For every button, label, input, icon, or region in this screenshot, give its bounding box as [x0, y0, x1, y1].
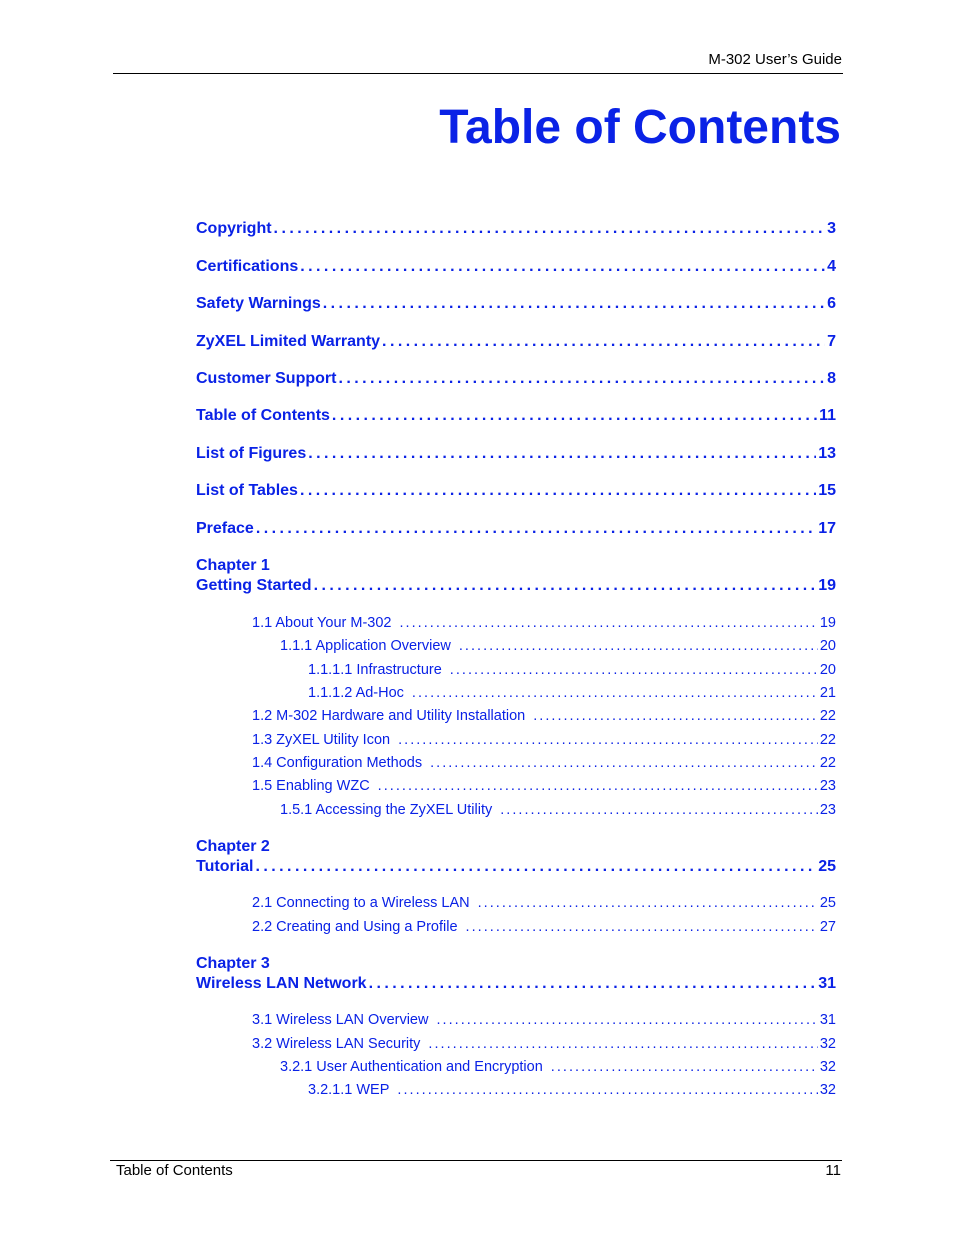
toc-entry-page: 17: [818, 520, 836, 537]
toc-entry-page: 15: [818, 482, 836, 499]
toc-section-page: 21: [819, 685, 836, 701]
toc-section-1-5[interactable]: [252, 777, 836, 795]
toc-leader-dots: [314, 576, 817, 596]
toc-section-1-4[interactable]: [252, 754, 836, 772]
toc-entry-copyright[interactable]: [196, 219, 836, 239]
toc-leader-dots: [436, 1011, 817, 1029]
toc-entry-label: ZyXEL Limited Warranty: [196, 333, 381, 350]
toc-section-label: 1.5 Enabling WZC: [252, 778, 370, 794]
toc-entry-certifications[interactable]: [196, 257, 836, 277]
footer-section-name: Table of Contents: [116, 1162, 233, 1179]
toc-leader-dots: [323, 294, 825, 314]
toc-entry-page: 6: [827, 295, 836, 312]
toc-section-1-1-1[interactable]: [280, 637, 836, 655]
page-title: Table of Contents: [439, 101, 841, 154]
toc-section-page: 23: [819, 802, 836, 818]
toc-entry-label: Customer Support: [196, 370, 337, 387]
toc-section-page: 20: [819, 638, 836, 654]
footer-rule: [110, 1160, 842, 1161]
toc-section-label: 1.1.1.1 Infrastructure: [308, 662, 442, 678]
toc-leader-dots: [533, 707, 818, 725]
chapter-2-number: Chapter 2: [196, 838, 270, 855]
toc-section-page: 22: [819, 755, 836, 771]
toc-section-label: 1.5.1 Accessing the ZyXEL Utility: [280, 802, 493, 818]
toc-chapter-page: 31: [818, 975, 836, 992]
toc-leader-dots: [398, 731, 818, 749]
toc-chapter-1[interactable]: [196, 576, 836, 596]
toc-section-page: 22: [819, 708, 836, 724]
toc-section-page: 25: [819, 895, 836, 911]
toc-entry-limited-warranty[interactable]: [196, 332, 836, 352]
toc-section-label: 1.1 About Your M-302: [252, 615, 392, 631]
toc-leader-dots: [378, 777, 818, 795]
toc-leader-dots: [551, 1058, 818, 1076]
toc-entry-label: Table of Contents: [196, 407, 330, 424]
toc-entry-customer-support[interactable]: [196, 369, 836, 389]
toc-entry-safety-warnings[interactable]: [196, 294, 836, 314]
toc-section-label: 1.2 M-302 Hardware and Utility Installation: [252, 708, 526, 724]
toc-leader-dots: [300, 257, 825, 277]
toc-chapter-3[interactable]: [196, 974, 836, 994]
toc-leader-dots: [332, 406, 817, 426]
toc-leader-dots: [399, 614, 817, 632]
toc-leader-dots: [430, 754, 818, 772]
toc-section-1-2[interactable]: [252, 707, 836, 725]
toc-entry-page: 8: [827, 370, 836, 387]
chapter-1-number: Chapter 1: [196, 557, 270, 574]
toc-section-page: 27: [819, 919, 836, 935]
toc-leader-dots: [255, 857, 816, 877]
toc-section-3-1[interactable]: [252, 1011, 836, 1029]
toc-entry-label: Safety Warnings: [196, 295, 321, 312]
toc-section-3-2-1-1[interactable]: [308, 1081, 836, 1099]
toc-leader-dots: [459, 637, 818, 655]
toc-entry-page: 13: [818, 445, 836, 462]
toc-chapter-page: 25: [818, 858, 836, 875]
toc-section-label: 3.2.1.1 WEP: [308, 1082, 390, 1098]
toc-section-page: 20: [819, 662, 836, 678]
toc-leader-dots: [397, 1081, 817, 1099]
toc-chapter-title: Tutorial: [196, 858, 254, 875]
toc-chapter-2[interactable]: [196, 857, 836, 877]
footer-page-number: 11: [825, 1162, 841, 1179]
toc-entry-list-of-tables[interactable]: [196, 481, 836, 501]
toc-leader-dots: [428, 1035, 817, 1053]
toc-chapter-title: Getting Started: [196, 577, 312, 594]
toc-section-3-2[interactable]: [252, 1035, 836, 1053]
toc-section-page: 23: [819, 778, 836, 794]
toc-chapter-page: 19: [818, 577, 836, 594]
toc-entry-label: Certifications: [196, 258, 299, 275]
toc-leader-dots: [500, 801, 818, 819]
toc-section-1-5-1[interactable]: [280, 801, 836, 819]
toc-leader-dots: [308, 444, 816, 464]
toc-section-page: 32: [819, 1036, 836, 1052]
toc-entry-list-of-figures[interactable]: [196, 444, 836, 464]
toc-section-1-3[interactable]: [252, 731, 836, 749]
toc-leader-dots: [382, 332, 825, 352]
toc-section-page: 22: [819, 732, 836, 748]
toc-section-page: 32: [819, 1082, 836, 1098]
toc-leader-dots: [412, 684, 818, 702]
toc-chapter-title: Wireless LAN Network: [196, 975, 367, 992]
toc-entry-label: Copyright: [196, 220, 272, 237]
toc-section-label: 2.1 Connecting to a Wireless LAN: [252, 895, 470, 911]
toc-section-1-1-1-2[interactable]: [308, 684, 836, 702]
toc-entry-label: Preface: [196, 520, 254, 537]
toc-leader-dots: [466, 918, 818, 936]
toc-section-label: 1.1.1.2 Ad-Hoc: [308, 685, 404, 701]
toc-leader-dots: [256, 519, 816, 539]
toc-leader-dots: [300, 481, 816, 501]
toc-entry-page: 4: [827, 258, 836, 275]
toc-section-label: 3.1 Wireless LAN Overview: [252, 1012, 429, 1028]
toc-section-1-1[interactable]: [252, 614, 836, 632]
toc-section-label: 1.3 ZyXEL Utility Icon: [252, 732, 391, 748]
toc-section-1-1-1-1[interactable]: [308, 661, 836, 679]
chapter-3-number: Chapter 3: [196, 955, 270, 972]
toc-entry-preface[interactable]: [196, 519, 836, 539]
toc-entry-page: 7: [827, 333, 836, 350]
toc-section-2-2[interactable]: [252, 918, 836, 936]
header-guide-title: M-302 User’s Guide: [708, 51, 842, 68]
toc-section-label: 3.2 Wireless LAN Security: [252, 1036, 421, 1052]
toc-leader-dots: [338, 369, 825, 389]
toc-section-label: 2.2 Creating and Using a Profile: [252, 919, 458, 935]
toc-entry-table-of-contents[interactable]: [196, 406, 836, 426]
toc-section-2-1[interactable]: [252, 894, 836, 912]
toc-section-label: 1.4 Configuration Methods: [252, 755, 423, 771]
toc-entry-page: 3: [827, 220, 836, 237]
toc-section-page: 31: [819, 1012, 836, 1028]
toc-entry-page: 11: [819, 407, 836, 424]
toc-section-3-2-1[interactable]: [280, 1058, 836, 1076]
toc-entry-label: List of Tables: [196, 482, 298, 499]
toc-section-page: 19: [819, 615, 836, 631]
toc-entry-label: List of Figures: [196, 445, 307, 462]
toc-leader-dots: [450, 661, 818, 679]
toc-section-page: 32: [819, 1059, 836, 1075]
toc-section-label: 1.1.1 Application Overview: [280, 638, 451, 654]
toc-leader-dots: [478, 894, 818, 912]
toc-leader-dots: [369, 974, 817, 994]
toc-section-label: 3.2.1 User Authentication and Encryption: [280, 1059, 543, 1075]
toc-leader-dots: [274, 219, 826, 239]
